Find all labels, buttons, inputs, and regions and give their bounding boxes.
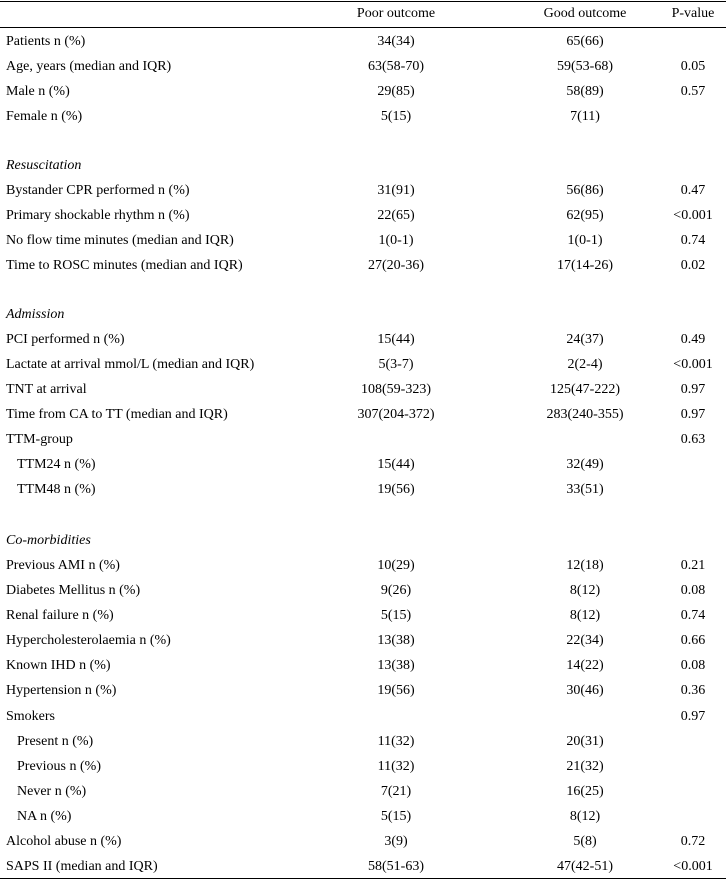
top-rule: [0, 1, 726, 2]
row-label: Time from CA to TT (median and IQR): [6, 407, 228, 422]
row-label: TNT at arrival: [6, 382, 87, 397]
table-row: [0, 228, 726, 253]
row-label: Previous n (%): [17, 759, 101, 774]
row-label: PCI performed n (%): [6, 332, 125, 347]
poor-outcome-cell: 13(38): [377, 658, 415, 673]
p-value-cell: 0.08: [680, 583, 706, 598]
table-row: [0, 678, 726, 703]
poor-outcome-cell: 19(56): [377, 683, 415, 698]
table-row: [0, 402, 726, 427]
good-outcome-cell: 17(14-26): [557, 258, 613, 273]
poor-outcome-cell: 34(34): [377, 34, 415, 49]
table-row: [0, 854, 726, 879]
good-outcome-cell: 24(37): [566, 332, 604, 347]
p-value-cell: 0.97: [680, 407, 706, 422]
row-label: Lactate at arrival mmol/L (median and IQR): [6, 357, 255, 372]
table-row: [0, 104, 726, 129]
p-value-cell: 0.97: [680, 382, 706, 397]
p-value-cell: 0.74: [680, 233, 706, 248]
poor-outcome-cell: 58(51-63): [368, 859, 424, 874]
row-label: Patients n (%): [6, 34, 86, 49]
good-outcome-cell: 58(89): [566, 84, 604, 99]
table-row: [0, 829, 726, 854]
good-outcome-cell: 47(42-51): [557, 859, 613, 874]
row-label: Bystander CPR performed n (%): [6, 183, 190, 198]
table-row: [0, 754, 726, 779]
row-label: Female n (%): [6, 109, 83, 124]
poor-outcome-cell: 7(21): [380, 784, 412, 799]
p-value-cell: 0.97: [680, 709, 706, 724]
poor-outcome-cell: 27(20-36): [368, 258, 424, 273]
poor-outcome-cell: 63(58-70): [368, 59, 424, 74]
poor-outcome-cell: 5(15): [380, 809, 412, 824]
poor-outcome-cell: 11(32): [377, 734, 415, 749]
good-outcome-cell: 20(31): [566, 734, 604, 749]
good-outcome-cell: 125(47-222): [550, 382, 620, 397]
row-label: Previous AMI n (%): [6, 558, 120, 573]
row-label: Known IHD n (%): [6, 658, 111, 673]
row-label: TTM48 n (%): [17, 482, 96, 497]
good-outcome-cell: 56(86): [566, 183, 604, 198]
table-row: [0, 779, 726, 804]
good-outcome-cell: 33(51): [566, 482, 604, 497]
header-good-outcome: Good outcome: [543, 6, 627, 21]
table-row: [0, 327, 726, 352]
table-row: [0, 203, 726, 228]
table-row: [0, 653, 726, 678]
p-value-cell: <0.001: [673, 357, 713, 372]
poor-outcome-cell: 15(44): [377, 457, 415, 472]
poor-outcome-cell: 15(44): [377, 332, 415, 347]
table-row: [0, 178, 726, 203]
table-row: [0, 79, 726, 104]
section-heading-row: [0, 302, 726, 327]
good-outcome-cell: 14(22): [566, 658, 604, 673]
poor-outcome-cell: 5(3-7): [378, 357, 414, 372]
poor-outcome-cell: 29(85): [377, 84, 415, 99]
poor-outcome-cell: 108(59-323): [361, 382, 431, 397]
p-value-cell: 0.74: [680, 608, 706, 623]
row-label: Present n (%): [17, 734, 94, 749]
row-label: TTM24 n (%): [17, 457, 96, 472]
good-outcome-cell: 8(12): [569, 583, 601, 598]
table-row: [0, 603, 726, 628]
good-outcome-cell: 1(0-1): [567, 233, 603, 248]
section-heading: Resuscitation: [6, 158, 82, 173]
p-value-cell: 0.02: [680, 258, 706, 273]
poor-outcome-cell: 3(9): [384, 834, 408, 849]
header-poor-outcome: Poor outcome: [356, 6, 436, 21]
table-row: [0, 352, 726, 377]
row-label: TTM-group: [6, 432, 73, 447]
row-label: Age, years (median and IQR): [6, 59, 172, 74]
table-row: [0, 54, 726, 79]
poor-outcome-cell: 13(38): [377, 633, 415, 648]
row-label: Hypertension n (%): [6, 683, 117, 698]
table-row: [0, 804, 726, 829]
good-outcome-cell: 7(11): [570, 109, 600, 124]
poor-outcome-cell: 22(65): [377, 208, 415, 223]
table-row: [0, 377, 726, 402]
table-row: [0, 704, 726, 729]
good-outcome-cell: 16(25): [566, 784, 604, 799]
table-row: [0, 427, 726, 452]
p-value-cell: 0.63: [680, 432, 706, 447]
p-value-cell: 0.08: [680, 658, 706, 673]
section-heading: Co-morbidities: [6, 533, 91, 548]
good-outcome-cell: 8(12): [569, 809, 601, 824]
poor-outcome-cell: 1(0-1): [378, 233, 414, 248]
row-label: SAPS II (median and IQR): [6, 859, 158, 874]
poor-outcome-cell: 11(32): [377, 759, 415, 774]
section-heading-row: [0, 153, 726, 178]
row-label: Time to ROSC minutes (median and IQR): [6, 258, 243, 273]
p-value-cell: 0.36: [680, 683, 706, 698]
p-value-cell: <0.001: [673, 208, 713, 223]
row-label: NA n (%): [17, 809, 72, 824]
table-row: [0, 729, 726, 754]
row-label: Never n (%): [17, 784, 87, 799]
good-outcome-cell: 30(46): [566, 683, 604, 698]
row-label: Hypercholesterolaemia n (%): [6, 633, 171, 648]
good-outcome-cell: 32(49): [566, 457, 604, 472]
section-heading: Admission: [6, 307, 65, 322]
good-outcome-cell: 2(2-4): [567, 357, 603, 372]
row-label: Alcohol abuse n (%): [6, 834, 122, 849]
poor-outcome-cell: 31(91): [377, 183, 415, 198]
table-row: [0, 253, 726, 278]
good-outcome-cell: 21(32): [566, 759, 604, 774]
header-p-value: P-value: [671, 6, 715, 21]
row-label: Smokers: [6, 709, 55, 724]
p-value-cell: <0.001: [673, 859, 713, 874]
poor-outcome-cell: 307(204-372): [357, 407, 435, 422]
row-label: Renal failure n (%): [6, 608, 114, 623]
bottom-rule: [0, 878, 726, 879]
table-row: [0, 477, 726, 502]
table-row: [0, 628, 726, 653]
poor-outcome-cell: 9(26): [380, 583, 412, 598]
p-value-cell: 0.66: [680, 633, 706, 648]
header-rule: [0, 27, 726, 28]
table-row: [0, 29, 726, 54]
p-value-cell: 0.47: [680, 183, 706, 198]
good-outcome-cell: 59(53-68): [557, 59, 613, 74]
good-outcome-cell: 62(95): [566, 208, 604, 223]
good-outcome-cell: 22(34): [566, 633, 604, 648]
poor-outcome-cell: 19(56): [377, 482, 415, 497]
p-value-cell: 0.05: [680, 59, 706, 74]
table-row: [0, 452, 726, 477]
p-value-cell: 0.21: [680, 558, 706, 573]
good-outcome-cell: 65(66): [566, 34, 604, 49]
row-label: Diabetes Mellitus n (%): [6, 583, 141, 598]
section-heading-row: [0, 528, 726, 553]
p-value-cell: 0.57: [680, 84, 706, 99]
good-outcome-cell: 283(240-355): [546, 407, 624, 422]
row-label: Male n (%): [6, 84, 70, 99]
table-row: [0, 553, 726, 578]
good-outcome-cell: 12(18): [566, 558, 604, 573]
good-outcome-cell: 8(12): [569, 608, 601, 623]
good-outcome-cell: 5(8): [573, 834, 597, 849]
p-value-cell: 0.72: [680, 834, 706, 849]
row-label: No flow time minutes (median and IQR): [6, 233, 234, 248]
poor-outcome-cell: 10(29): [377, 558, 415, 573]
p-value-cell: 0.49: [680, 332, 706, 347]
poor-outcome-cell: 5(15): [380, 109, 412, 124]
table-row: [0, 578, 726, 603]
poor-outcome-cell: 5(15): [380, 608, 412, 623]
row-label: Primary shockable rhythm n (%): [6, 208, 190, 223]
